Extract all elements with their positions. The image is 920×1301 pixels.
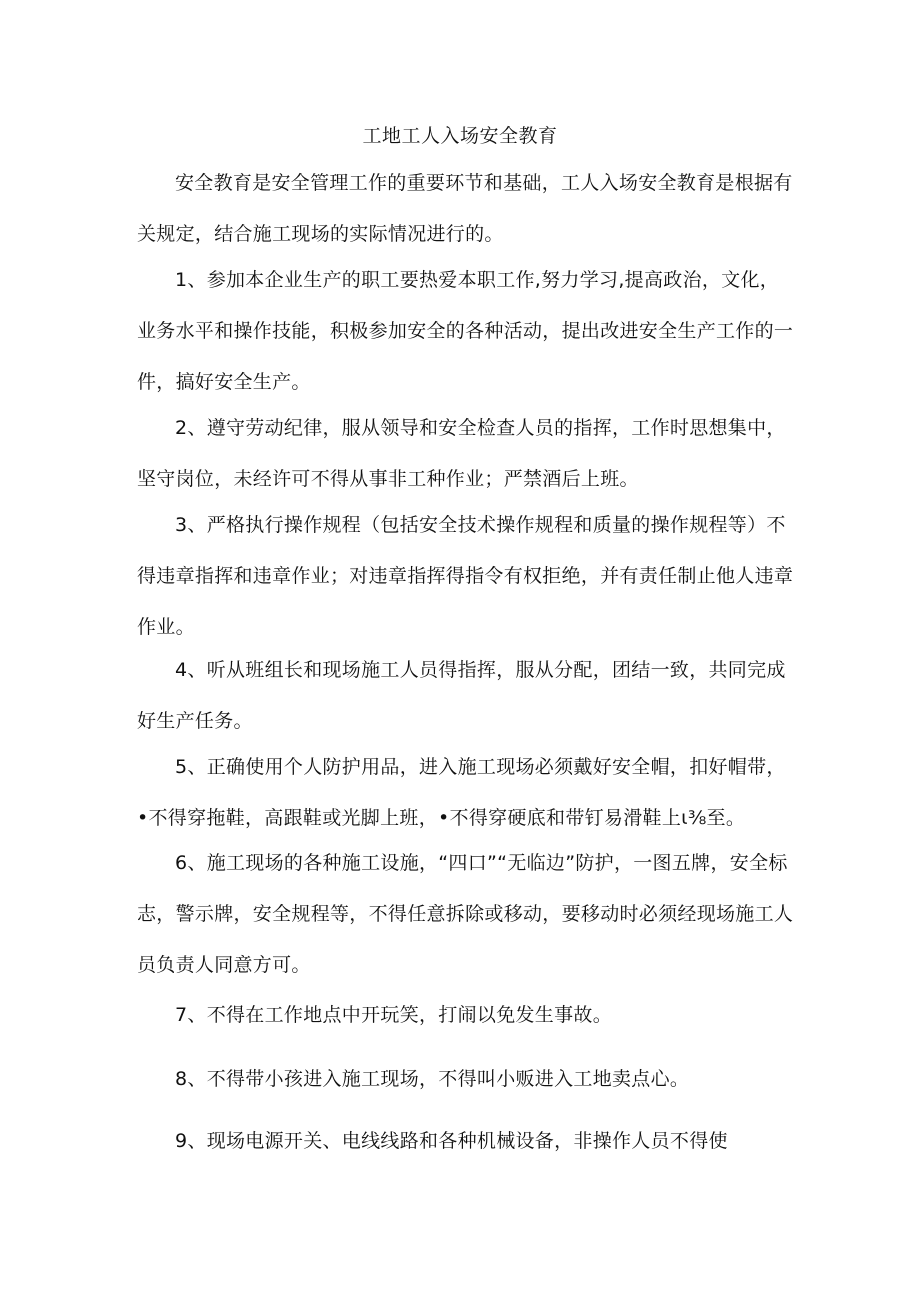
rule-paragraph-6: 6、施工现场的各种施工设施，“四口”“无临边”防护，一图五牌，安全标志，警示牌，安全规程等，不得任意拆除或移动，要移动时必须经现场施工人员负责人同意方可。 xyxy=(137,852,794,976)
document-title: 工地工人入场安全教育 xyxy=(362,125,558,147)
rule-paragraph-9: 9、现场电源开关、电线线路和各种机械设备，非操作人员不得使 xyxy=(175,1130,728,1152)
rule-paragraph-8: 8、不得带小孩进入施工现场，不得叫小贩进入工地卖点心。 xyxy=(175,1068,690,1090)
rule-paragraph-1: 1、参加本企业生产的职工要热爱本职工作,努力学习,提高政治，文化，业务水平和操作技能，积极参加安全的各种活动，提出改进安全生产工作的一件，搞好安全生产。 xyxy=(137,269,794,393)
rule-paragraph-4: 4、听从班组长和现场施工人员得指挥，服从分配，团结一致，共同完成好生产任务。 xyxy=(137,659,786,732)
rule-paragraph-2: 2、遵守劳动纪律，服从领导和安全检查人员的指挥，工作时思想集中，坚守岗位，未经许可不得从事非工种作业；严禁酒后上班。 xyxy=(137,417,786,490)
rule-paragraph-7: 7、不得在工作地点中开玩笑，打闹以免发生事故。 xyxy=(175,1004,612,1026)
rule-paragraph-5: 5、正确使用个人防护用品，进入施工现场必须戴好安全帽，扣好帽带，•不得穿拖鞋，高跟鞋或光脚上班，•不得穿硬底和带钉易滑鞋上ι⅜至。 xyxy=(137,756,786,829)
intro-paragraph: 安全教育是安全管理工作的重要环节和基础，工人入场安全教育是根据有关规定，结合施工现场的实际情况进行的。 xyxy=(137,172,793,245)
rule-paragraph-3: 3、严格执行操作规程（包括安全技术操作规程和质量的操作规程等）不得违章指挥和违章作业；对违章指挥得指令有权拒绝，并有责任制止他人违章作业。 xyxy=(137,514,794,638)
